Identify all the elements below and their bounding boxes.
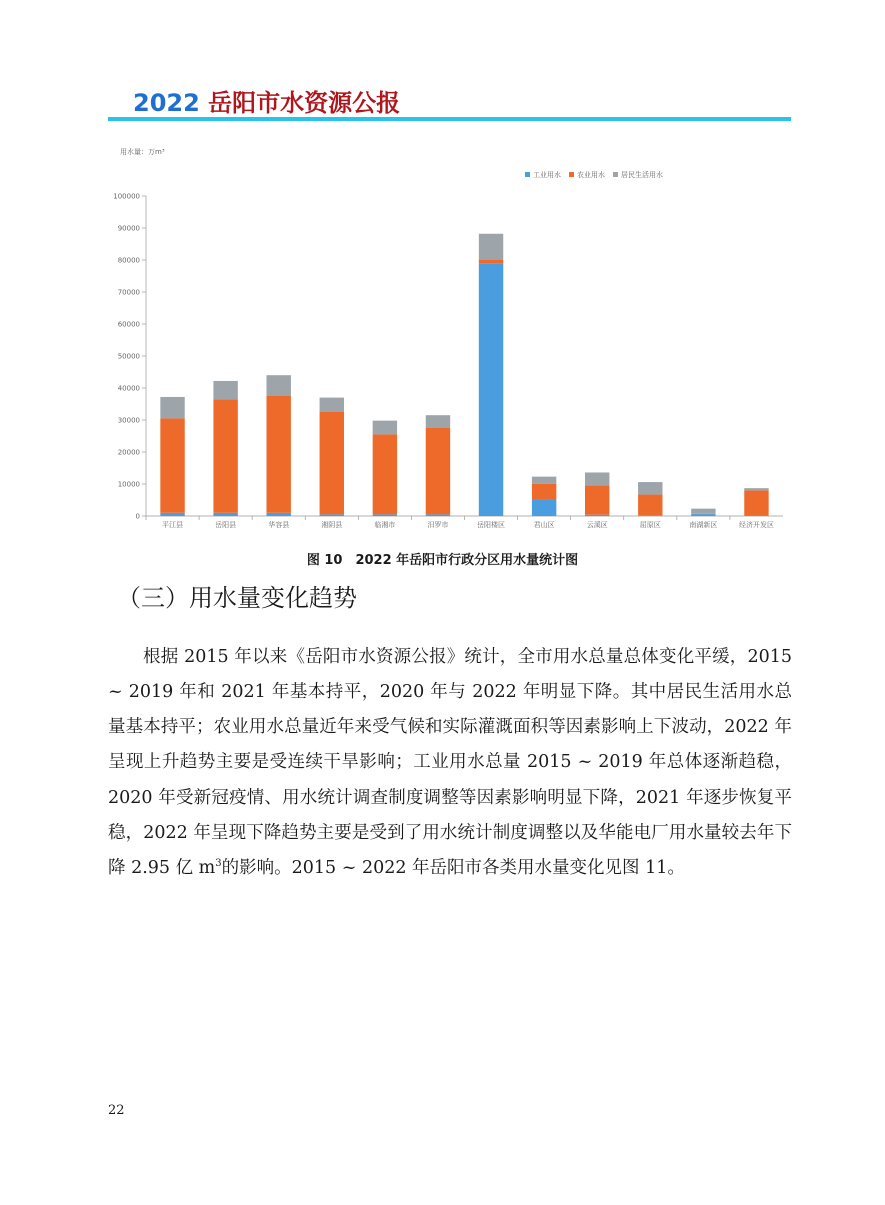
bar-2-series-2	[266, 375, 290, 396]
legend-label-1: 农业用水	[577, 171, 605, 179]
report-header	[133, 83, 400, 118]
page-number: 22	[108, 1103, 125, 1118]
x-tick-label-6: 岳阳楼区	[477, 521, 506, 529]
x-tick-label-7: 君山区	[533, 521, 555, 529]
legend-label-0: 工业用水	[533, 171, 561, 179]
header-year: 2022	[133, 89, 200, 117]
bar-0-series-2	[160, 397, 184, 418]
bar-1-series-2	[213, 381, 237, 399]
legend-swatch-2	[613, 172, 618, 177]
bar-9-series-0	[638, 515, 662, 516]
y-tick-label-5: 50000	[117, 352, 140, 361]
body-paragraph	[108, 640, 792, 887]
water-use-bar-chart	[108, 140, 791, 580]
bar-7-series-2	[532, 477, 556, 484]
bar-6-series-1	[479, 260, 503, 263]
header-title: 岳阳市水资源公报	[208, 89, 401, 117]
y-tick-label-1: 10000	[117, 480, 140, 489]
x-tick-label-11: 经济开发区	[738, 521, 774, 529]
bar-3-series-1	[320, 412, 344, 514]
x-tick-label-5: 汨罗市	[427, 521, 449, 529]
x-tick-label-9: 屈原区	[639, 521, 661, 529]
bar-10-series-2	[691, 509, 715, 514]
legend-label-2: 居民生活用水	[621, 171, 663, 179]
y-tick-label-6: 60000	[117, 320, 140, 329]
y-tick-label-9: 90000	[117, 224, 140, 233]
legend-swatch-1	[569, 172, 574, 177]
bar-2-series-0	[266, 513, 290, 516]
bar-3-series-2	[320, 398, 344, 412]
bar-5-series-2	[426, 415, 450, 428]
x-tick-label-4: 临湘市	[374, 521, 396, 529]
chart-bars	[160, 234, 768, 516]
x-tick-label-2: 华容县	[268, 521, 290, 529]
chart-caption: 图 10 2022 年岳阳市行政分区用水量统计图	[306, 553, 579, 568]
y-tick-label-4: 40000	[117, 384, 140, 393]
bar-5-series-0	[426, 514, 450, 516]
bar-2-series-1	[266, 396, 290, 513]
bar-0-series-0	[160, 513, 184, 516]
bar-4-series-2	[373, 421, 397, 435]
bar-8-series-2	[585, 472, 609, 485]
bar-0-series-1	[160, 418, 184, 512]
bar-11-series-0	[744, 515, 768, 516]
unit-superscript: 3	[215, 858, 222, 870]
header-rule	[108, 117, 791, 121]
y-tick-label-7: 70000	[117, 288, 140, 297]
bar-5-series-1	[426, 428, 450, 514]
y-tick-label-10: 100000	[113, 192, 140, 201]
bar-1-series-1	[213, 399, 237, 513]
bar-4-series-1	[373, 434, 397, 514]
x-tick-label-8: 云溪区	[586, 521, 608, 529]
legend-swatch-0	[525, 172, 530, 177]
y-tick-label-3: 30000	[117, 416, 140, 425]
bar-10-series-0	[691, 514, 715, 516]
bar-3-series-0	[320, 514, 344, 516]
x-tick-label-3: 湘阴县	[321, 521, 343, 529]
bar-11-series-2	[744, 488, 768, 490]
y-tick-label-2: 20000	[117, 448, 140, 457]
bar-7-series-1	[532, 484, 556, 499]
x-tick-label-0: 平江县	[162, 521, 184, 529]
bar-11-series-1	[744, 490, 768, 515]
bar-8-series-1	[585, 485, 609, 514]
bar-1-series-0	[213, 513, 237, 516]
body-text-a: 根据 2015 年以来《岳阳市水资源公报》统计，全市用水总量总体变化平缓，2015 ~ 2019 年和 2021 年基本持平，2020 年与 2022 年明显下降。其中居民生活用水总量基本持平；农业用水总量近年来受气候和实际灌溉面积等因素影响上下波动，2022 年呈现上升趋势主要是受连续干旱影响；工业用水总量 2015 ~ 2019 年总体逐渐趋稳，2020 年受新冠疫情、用水统计调查制度调整等因素影响明显下降，2021 年逐步恢复平稳，2022 年呈现下降趋势主要是受到了用水统计制度调整以及华能电厂用水量较去年下降 2.95 亿 m	[108, 646, 792, 879]
bar-7-series-0	[532, 499, 556, 516]
x-tick-label-1: 岳阳县	[215, 521, 237, 529]
chart-legend	[525, 170, 663, 179]
bar-9-series-1	[638, 495, 662, 516]
bar-9-series-2	[638, 482, 662, 494]
bar-4-series-0	[373, 514, 397, 516]
bar-8-series-0	[585, 515, 609, 516]
bar-6-series-2	[479, 234, 503, 260]
y-tick-label-0: 0	[135, 512, 140, 521]
section-heading: （三）用水量变化趋势	[117, 584, 357, 612]
x-tick-label-10: 南湖新区	[689, 521, 718, 529]
y-axis-label: 用水量：万m³	[120, 148, 165, 156]
y-tick-label-8: 80000	[117, 256, 140, 265]
bar-6-series-0	[479, 263, 503, 516]
x-axis	[146, 516, 774, 529]
body-text-b: 的影响。2015 ~ 2022 年岳阳市各类用水量变化见图 11。	[221, 858, 685, 879]
